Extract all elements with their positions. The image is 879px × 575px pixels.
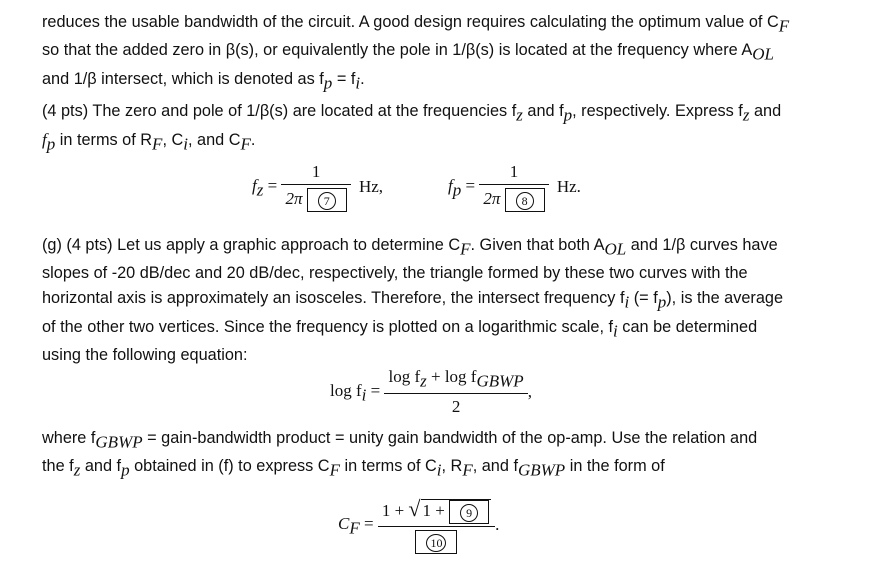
blank-8-marker: 8 xyxy=(516,192,534,210)
fp-fraction: $\frac{1}{2\pi 8}$ xyxy=(479,162,548,212)
log-fraction: $\frac{\log f_z + \log f_{GBWP}}{2}$ xyxy=(384,367,527,417)
part-f-line-1: (4 pts) The zero and pole of 1/β(s) are located at the frequencies $f_z$ and $f_p$, respectively. Express $f_z$ and xyxy=(42,102,782,125)
fp-equation: $f_p$ = $\frac{1}{2\pi 8}$ Hz. xyxy=(448,162,581,212)
part-g-line-5: using the following equation: xyxy=(42,345,248,364)
cf-fraction: $\frac{1 + √ 1 + 9}{10}$ xyxy=(378,496,495,554)
where-paragraph xyxy=(42,426,842,483)
intro-line-1: reduces the usable bandwidth of the circuit. A good design requires calculating the optimum value of $C_F$ xyxy=(42,13,790,36)
part-g-line-1: (g) (4 pts) Let us apply a graphic approach to determine $C_F$. Given that both $A_{OL}$ and 1/β curves have xyxy=(42,236,778,259)
intro-line-3: and 1/β intersect, which is denoted as $f_p = f_i$. xyxy=(42,69,365,92)
where-line-2: the $f_z$ and $f_p$ obtained in (f) to express $C_F$ in terms of $C_i$, $R_F$, and $f_{GBWP}$ in the form of xyxy=(42,457,665,480)
blank-7[interactable] xyxy=(307,188,347,212)
log-equation: $\log f_i$ = $\frac{\log f_z + \log f_{GBWP}}{2}$ , xyxy=(330,367,532,417)
where-line-1: where $f_{GBWP}$ = gain-bandwidth product = unity gain bandwidth of the op-amp. Use the relation and xyxy=(42,429,758,452)
blank-9[interactable] xyxy=(449,500,489,524)
blank-10[interactable] xyxy=(415,530,457,554)
cf-equation: $C_F$ = $\frac{1 + √ 1 + 9}{10}$ . xyxy=(338,496,499,554)
blank-10-marker: 10 xyxy=(426,534,446,552)
part-g-line-3: horizontal axis is approximately an isosceles. Therefore, the intersect frequency $f_i$ (= $f_p$), is the average xyxy=(42,289,783,312)
fz-equation: $f_z$ = $\frac{1}{2\pi 7}$ Hz, xyxy=(252,162,383,212)
part-g-line-4: of the other two vertices. Since the frequency is plotted on a logarithmic scale, $f_i$ can be determined xyxy=(42,317,758,340)
part-g-text xyxy=(42,233,842,368)
blank-9-marker: 9 xyxy=(460,504,478,522)
intro-line-2: so that the added zero in β(s), or equivalently the pole in 1/β(s) is located at the frequency where $A_{OL}$ xyxy=(42,41,774,64)
part-f-line-2: $f_p$ in terms of $R_F$, $C_i$, and $C_F$. xyxy=(42,130,256,154)
intro-paragraph xyxy=(42,10,842,95)
fz-fraction: $\frac{1}{2\pi 7}$ xyxy=(281,162,350,212)
part-f-text xyxy=(42,99,842,157)
blank-7-marker: 7 xyxy=(318,192,336,210)
blank-8[interactable] xyxy=(505,188,545,212)
part-g-line-2: slopes of -20 dB/dec and 20 dB/dec, respectively, the triangle formed by these two curves with the xyxy=(42,264,748,283)
sqrt-symbol: √ xyxy=(408,496,421,521)
